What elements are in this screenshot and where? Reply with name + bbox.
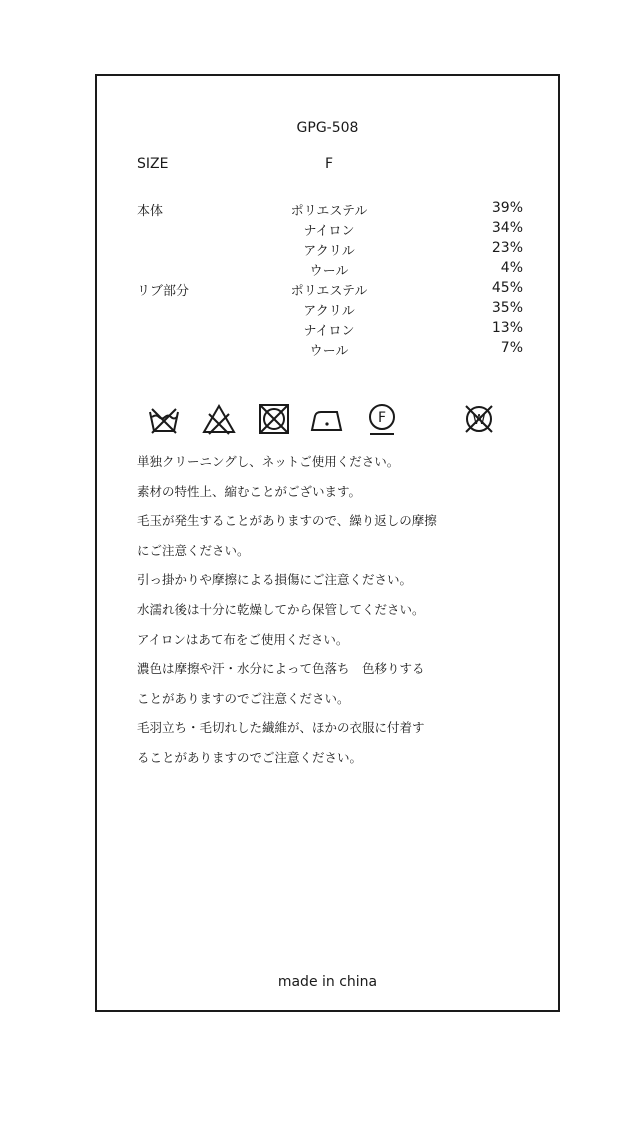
composition-material: アクリル: [303, 244, 355, 259]
composition-material: ウール: [309, 344, 349, 359]
country-of-origin: made in china: [277, 974, 378, 990]
care-note: 濃色は摩擦や汗・水分によって色落ち 色移りする: [137, 661, 425, 677]
composition-material: ポリエステル: [290, 204, 368, 219]
composition-section-body: 本体: [137, 204, 164, 219]
do-not-bleach-icon: [202, 402, 236, 436]
size-value: F: [325, 156, 334, 172]
care-note: 毛羽立ち・毛切れした繊維が、ほかの衣服に付着す: [137, 720, 425, 736]
care-note: ることがありますのでご注意ください。: [137, 749, 363, 765]
care-note: ことがありますのでご注意ください。: [137, 690, 350, 706]
iron-low-icon: [310, 402, 344, 436]
wet-clean-letter: W: [472, 413, 486, 428]
composition-material: ナイロン: [303, 224, 355, 239]
care-note: アイロンはあて布をご使用ください。: [137, 631, 349, 647]
size-label: SIZE: [137, 156, 169, 172]
composition-percent: 13%: [491, 320, 523, 336]
care-note: 単独クリーニングし、ネットご使用ください。: [137, 454, 400, 469]
composition-percent: 7%: [500, 340, 523, 356]
composition-material: アクリル: [303, 304, 355, 319]
composition-material: ナイロン: [303, 324, 355, 339]
dry-clean-letter: F: [377, 410, 387, 426]
do-not-tumble-dry-icon: [257, 402, 291, 436]
composition-percent: 39%: [491, 200, 523, 216]
care-note: 引っ掛かりや摩擦による損傷にご注意ください。: [137, 572, 413, 588]
composition-section-rib: リブ部分: [137, 284, 190, 299]
composition-percent: 35%: [491, 300, 523, 316]
care-note: 水濡れ後は十分に乾燥してから保管してください。: [137, 601, 425, 617]
no-wet-clean-icon: [462, 402, 496, 436]
care-note: にご注意ください。: [137, 542, 250, 558]
composition-percent: 45%: [491, 280, 523, 296]
care-note: 毛玉が発生することがありますので、繰り返しの摩擦: [137, 513, 437, 529]
do-not-wash-icon: [147, 402, 181, 436]
composition-percent: 4%: [500, 260, 523, 276]
care-label-card: [95, 74, 560, 1012]
care-note: 素材の特性上、縮むことがございます。: [137, 483, 362, 499]
care-instructions: [137, 452, 537, 778]
composition-percent: 23%: [491, 240, 523, 256]
dry-clean-f-icon: [365, 402, 399, 436]
composition-percent: 34%: [491, 220, 523, 236]
product-code: GPG-508: [296, 120, 359, 136]
composition-material: ウール: [309, 264, 349, 279]
composition-material: ポリエステル: [290, 284, 368, 299]
